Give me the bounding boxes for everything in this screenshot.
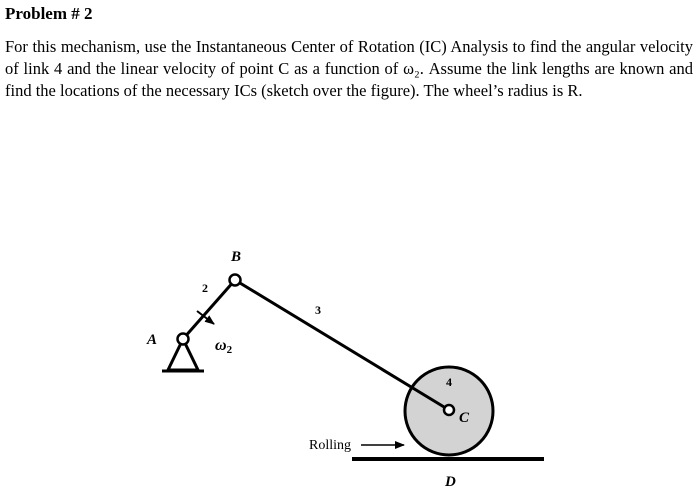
- omega-2-label: [215, 337, 233, 356]
- point-d-label: D: [445, 474, 456, 490]
- link-4-label: 4: [446, 375, 452, 389]
- problem-statement: For this mechanism, use the Instantaneous Center of Rotation (IC) Analysis to find the angular velocity of link 4 and the linear velocity of point C as a function of ω₂. Assume the link lengths are known and find the locations of the necessary ICs (sketch over the figure). The wheel’s radius is R.: [5, 37, 693, 100]
- problem-heading: Problem # 2: [5, 4, 93, 23]
- omega-symbol: ω: [215, 337, 227, 354]
- point-a-label: A: [147, 332, 158, 348]
- point-b-label: B: [231, 249, 242, 265]
- link-2-label: 2: [202, 281, 208, 295]
- point-c-label: C: [459, 410, 470, 426]
- link-3: [235, 280, 449, 410]
- link-2: [183, 280, 235, 339]
- link-3-label: 3: [315, 303, 321, 317]
- rolling-label: Rolling: [309, 438, 352, 453]
- pin-joint-a: [178, 334, 189, 345]
- omega-subscript: 2: [226, 344, 233, 356]
- pin-joint-c: [444, 405, 454, 415]
- pin-joint-b: [230, 275, 241, 286]
